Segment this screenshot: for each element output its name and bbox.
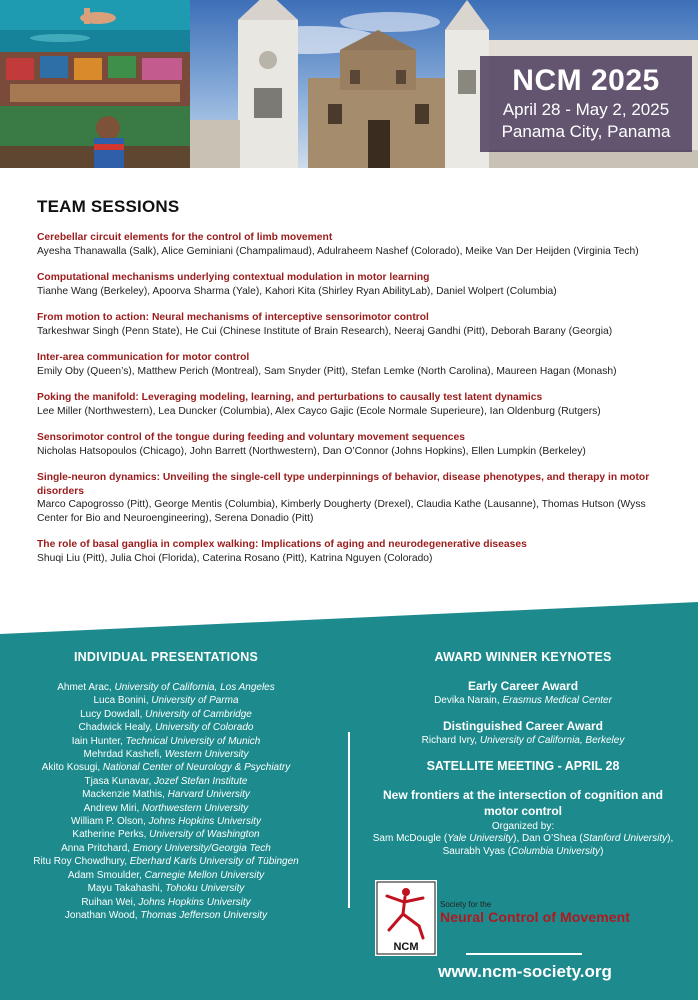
logo-abbrev: NCM — [393, 941, 419, 953]
organized-by-label: Organized by: — [491, 821, 555, 832]
presenter-item: Akito Kosugi, National Center of Neurology & Psychiatry — [41, 762, 291, 774]
society-name — [440, 900, 630, 925]
presenter-item: Ruihan Wei, Johns Hopkins University — [81, 896, 251, 908]
session-item — [37, 231, 667, 258]
distinguished-career-award-winner: Richard Ivry, University of California, Berkeley — [421, 735, 625, 746]
conference-title-box — [480, 56, 692, 152]
presenter-item: Ritu Roy Chowdhury, Eberhard Karls University of Tübingen — [33, 856, 299, 868]
presenter-item: Iain Hunter, Technical University of Munich — [71, 735, 261, 747]
satellite-meeting-topic: New frontiers at the intersection of cognition and motor control — [382, 788, 664, 818]
presenter-item: Chadwick Healy, University of Colorado — [78, 722, 254, 734]
conference-location: Panama City, Panama — [501, 122, 671, 141]
presenter-item: Ahmet Arac, University of California, Los Angeles — [57, 682, 275, 693]
presenter-item: Tjasa Kunavar, Jozef Stefan Institute — [84, 775, 248, 787]
presenter-item: Jonathan Wood, Thomas Jefferson University — [64, 909, 268, 921]
session-title: Sensorimotor control of the tongue during feeding and voluntary movement sequences — [37, 432, 465, 443]
session-item — [37, 471, 667, 525]
session-title: The role of basal ganglia in complex walking: Implications of aging and neurodegenerative diseases — [37, 539, 527, 550]
presenter-item: William P. Olson, Johns Hopkins University — [71, 816, 261, 828]
presenter-item: Mayu Takahashi, Tohoku University — [87, 883, 245, 895]
header-banner — [0, 0, 698, 168]
presenter-item: Mackenzie Mathis, Harvard University — [82, 789, 250, 801]
session-people: Tianhe Wang (Berkeley), Apoorva Sharma (Yale), Kahori Kita (Shirley Ryan AbilityLab), Daniel Wolpert (Columbia) — [37, 285, 557, 297]
session-people: Lee Miller (Northwestern), Lea Duncker (Columbia), Alex Cayco Gajic (Ecole Normale Superieure), Ian Oldenburg (Rutgers) — [37, 405, 601, 417]
presenter-item: Adam Smoulder, Carnegie Mellon University — [67, 869, 265, 881]
session-title: Cerebellar circuit elements for the control of limb movement — [37, 232, 333, 243]
organizers-line-1: Sam McDougle (Yale University), Dan O’Shea (Stanford University), — [372, 833, 674, 844]
session-people: Emily Oby (Queen’s), Matthew Perich (Montreal), Sam Snyder (Pitt), Stefan Lemke (North Carolina), Maureen Hagan (Monash) — [37, 365, 617, 377]
market-photo — [0, 52, 190, 106]
society-name-small: Society for the — [440, 900, 492, 909]
conference-dates: April 28 - May 2, 2025 — [502, 100, 670, 119]
column-divider — [348, 732, 350, 908]
keynotes-section — [372, 650, 674, 858]
session-item — [37, 431, 667, 458]
society-name-big: Neural Control of Movement — [440, 909, 631, 925]
individual-presentations-heading: INDIVIDUAL PRESENTATIONS — [74, 650, 258, 664]
session-people: Tarkeshwar Singh (Penn State), He Cui (Chinese Institute of Brain Research), Neeraj Gandhi (Pitt), Deborah Barany (Georgia) — [37, 325, 613, 337]
session-item — [37, 311, 667, 338]
session-title: Computational mechanisms underlying contextual modulation in motor learning — [37, 272, 430, 283]
keynotes-heading: AWARD WINNER KEYNOTES — [434, 650, 612, 664]
early-career-award-title: Early Career Award — [467, 679, 579, 693]
presenter-item: Anna Pritchard, Emory University/Georgia Tech — [61, 842, 271, 854]
session-item — [37, 351, 667, 378]
presenter-item: Luca Bonini, University of Parma — [93, 695, 239, 707]
session-title: From motion to action: Neural mechanisms of interceptive sensorimotor control — [37, 312, 429, 323]
session-people: Shuqi Liu (Pitt), Julia Choi (Florida), Caterina Rosano (Pitt), Katrina Nguyen (Colorado) — [37, 552, 433, 564]
presenter-item: Katherine Perks, University of Washington — [72, 829, 260, 841]
session-title: Inter-area communication for motor control — [37, 352, 250, 363]
session-item — [37, 271, 667, 298]
distinguished-career-award-title: Distinguished Career Award — [442, 719, 604, 733]
footer-rule — [466, 953, 582, 955]
session-title: Single-neuron dynamics: Unveiling the single-cell type underpinnings of behavior, disease phenotypes, and therapy in motor disorders — [37, 472, 650, 497]
early-career-award-winner: Devika Narain, Erasmus Medical Center — [434, 695, 612, 706]
team-sessions-section — [37, 197, 667, 578]
presenter-item: Lucy Dowdall, University of Cambridge — [80, 708, 252, 720]
presenter-item: Mehrdad Kashefi, Western University — [83, 749, 249, 761]
woman-photo — [0, 106, 190, 168]
website-link[interactable]: www.ncm-society.org — [438, 962, 612, 981]
individual-presentations-section — [30, 650, 302, 922]
presenter-item: Andrew Miri, Northwestern University — [83, 802, 249, 814]
ncm-logo — [375, 880, 437, 956]
session-item — [37, 538, 667, 565]
session-people: Marco Capogrosso (Pitt), George Mentis (Columbia), Kimberly Dougherty (Drexel), Claudia Kathe (Lausanne), Thomas Hutson (Wyss Center for Bio and Neuroengineering), Serena Donadio (Pitt) — [37, 499, 646, 524]
organizers-line-2: Saurabh Vyas (Columbia University) — [442, 846, 604, 857]
session-title: Poking the manifold: Leveraging modeling, learning, and perturbations to causally test latent dynamics — [37, 392, 543, 403]
swimmer-photo — [0, 0, 190, 52]
session-people: Ayesha Thanawalla (Salk), Alice Geminiani (Champalimaud), Adulraheem Nashef (Colorado), Meike Van Der Heijden (Virginia Tech) — [37, 245, 639, 257]
session-item — [37, 391, 667, 418]
conference-title: NCM 2025 — [512, 64, 660, 97]
satellite-meeting-heading: SATELLITE MEETING - APRIL 28 — [426, 759, 620, 773]
team-sessions-heading: TEAM SESSIONS — [37, 197, 180, 216]
session-people: Nicholas Hatsopoulos (Chicago), John Barrett (Northwestern), Dan O’Connor (Johns Hopkins), Ellen Lumpkin (Berkeley) — [37, 445, 586, 457]
